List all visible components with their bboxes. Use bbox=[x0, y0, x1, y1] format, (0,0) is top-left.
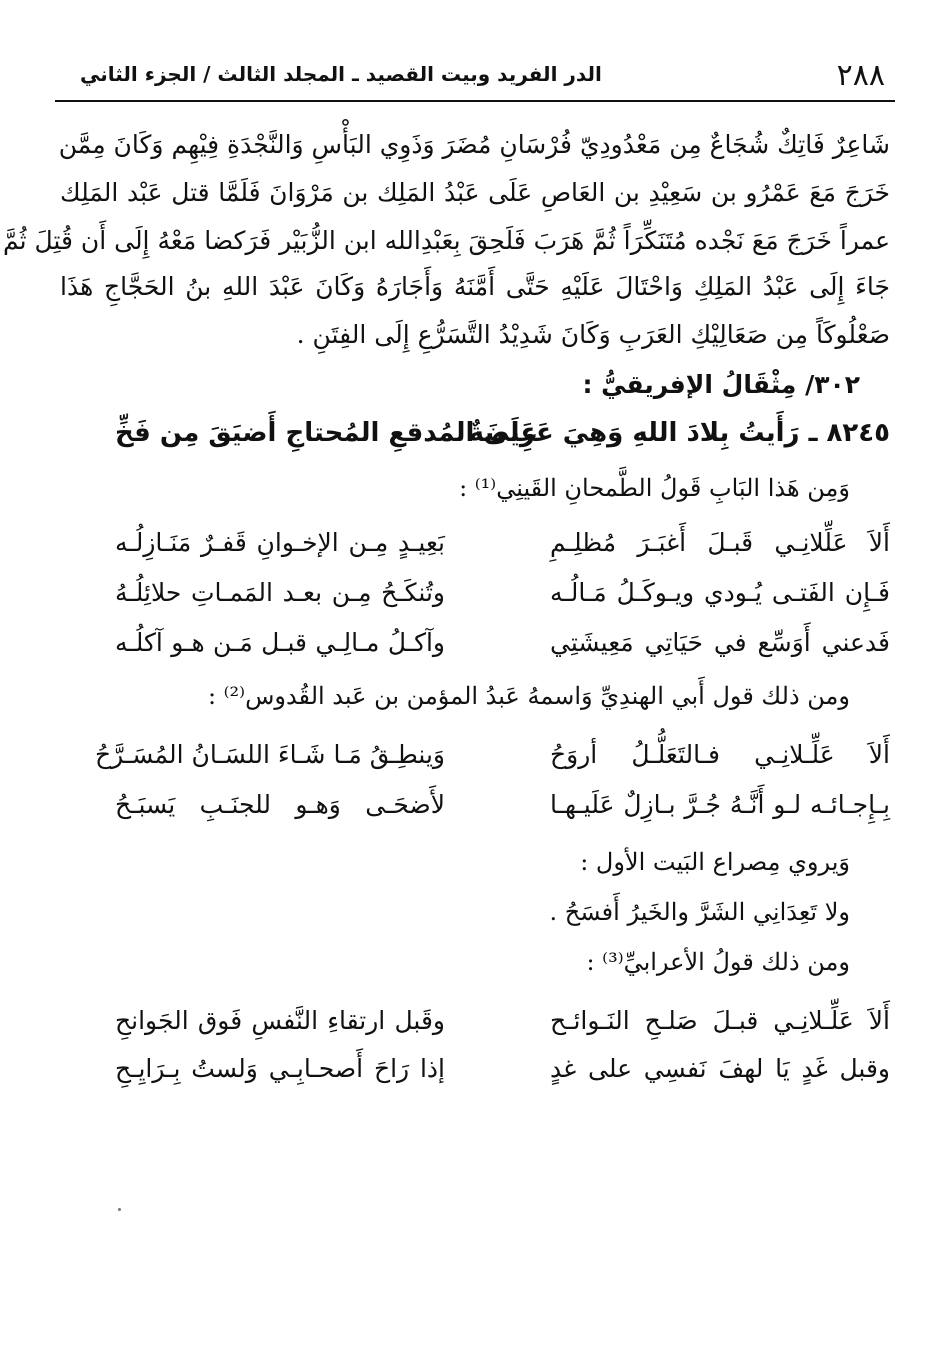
second-hemistich: بَعِيـدٍ مِـن الإخـوانِ قَفـرٌ مَنَـازِلُـه bbox=[115, 528, 445, 557]
first-hemistich: فَدعني أَوَسِّع في حَيَاتِي مَعِيشَتِي bbox=[550, 628, 890, 657]
header-rule bbox=[55, 100, 895, 102]
second-hemistich: وآكـلُ مـالِـي قبـل مَـن هـو آكلُـه bbox=[115, 628, 445, 657]
second-hemistich: لأَضحَـى وَهـو للجنَـبِ يَسبَـحُ bbox=[115, 790, 445, 819]
first-hemistich: بِـإِجـائـه لـو أَنَّـهُ جُـرَّ بـازِلٌ عَلَيـهـا bbox=[550, 790, 890, 819]
prose-line: عمراً خَرَجَ مَعَ نَجْده مُتَنَكِّرَاً ثُمَّ هَرَبَ فَلَحِقَ بِعَبْدِالله ابن الزُّبَيْر فَرَكضا مَعْهُ إِلَى أَن قُتِلَ ثُمَّ bbox=[2, 226, 890, 255]
scan-speck bbox=[118, 1208, 121, 1211]
variant-intro: وَيروي مِصراع البَيت الأول : bbox=[580, 848, 850, 876]
second-hemistich: وتُنكَـحُ مِـن بعـد المَمـاتِ حلائِلُـهُ bbox=[115, 578, 445, 607]
verse-line bbox=[70, 1054, 890, 1094]
page-header bbox=[55, 50, 895, 102]
verse-line bbox=[70, 1006, 890, 1046]
first-hemistich: أَلاَ عَلِّلانِـي قَبـلَ أَغبَـرَ مُظلِـمِ bbox=[550, 528, 890, 557]
section-heading: ٣٠٢/ مِثْقَالُ الإفريقيُّ : bbox=[582, 370, 860, 399]
first-hemistich: وقبل غَدٍ يَا لهفَ نَفسِي على غدٍ bbox=[550, 1054, 890, 1083]
intro-line: ومن ذلك قولُ الأعرابيِّ⁽³⁾ : bbox=[586, 948, 850, 976]
running-title: الدر الفريد وبيت القصيد ـ المجلد الثالث / الجزء الثاني bbox=[80, 62, 602, 86]
entry-hemistich: عَلَى المُدقعِ المُحتاجِ أَضيَقَ مِن فَخِّ bbox=[115, 418, 539, 448]
intro-line: وَمِن هَذا البَابِ قَولُ الطَّمحانِ القَينِي⁽¹⁾ : bbox=[459, 474, 850, 502]
verse-line bbox=[70, 740, 890, 780]
prose-line: صَعْلُوكَاً مِن صَعَالِيْكِ العَرَبِ وَكَانَ شَدِيْدُ التَّسَرُّعِ إِلَى الفِتَنِ . bbox=[296, 320, 890, 349]
variant-line: ولا تَعِدَانِي الشَرَّ والخَيرُ أَفسَحُ . bbox=[549, 898, 850, 926]
second-hemistich: وقَبل ارتقاءِ النَّفسِ فَوق الجَوانحِ bbox=[115, 1006, 445, 1035]
verse-line bbox=[70, 578, 890, 618]
prose-line: شَاعِرٌ فَاتِكٌ شُجَاعٌ مِن مَعْدُودِيّ فُرْسَانِ مُضَرَ وَذَوِي البَأْسِ وَالنَّجْدَةِ فِيْهِم وَكَانَ مِمَّن bbox=[58, 130, 890, 159]
second-hemistich: وَينطِـقُ مَـا شَـاءَ اللسَـانُ المُسَـرَّحُ bbox=[94, 740, 445, 769]
verse-line bbox=[70, 528, 890, 568]
second-hemistich: إذا رَاحَ أَصحـابِـي وَلستُ بِـرَايِـحِ bbox=[115, 1054, 445, 1083]
page-number: ٢٨٨ bbox=[836, 58, 885, 93]
first-hemistich: أَلاَ عَلِّـلانِـي قبـلَ صَلـحِ النَـوائـح bbox=[550, 1006, 890, 1035]
intro-line: ومن ذلك قول أَبي الهندِيِّ وَاسمهُ عَبدُ المؤمن بن عَبد القُدوس⁽²⁾ : bbox=[207, 682, 850, 710]
entry-number-hemistich: ٨٢٤٥ ـ رَأَيتُ بِلادَ اللهِ وَهِيَ عَرِيضَةٌ bbox=[468, 418, 890, 448]
prose-line: جَاءَ إِلَى عَبْدُ المَلِكِ وَاحْتَالَ عَلَيْهِ حَتَّى أَمَّنَهُ وَأَجَارَهُ وَكَانَ عَبْدَ اللهِ بنُ الحَجَّاجِ هَذَا bbox=[60, 272, 890, 301]
first-hemistich: فَـإِن الفَتـى يُـودي ويـوكَـلُ مَـالُـه bbox=[550, 578, 890, 607]
first-hemistich: أَلاَ عَلِّـلانِـي فـالتَعَلُّـلُ أروَحُ bbox=[550, 740, 890, 769]
prose-line: خَرَجَ مَعَ عَمْرُو بن سَعِيْدِ بن العَاصِ عَلَى عَبْدُ المَلِك بن مَرْوَانَ فَلَمَّا قتل عَبْد المَلِك bbox=[60, 178, 890, 207]
verse-line bbox=[70, 628, 890, 668]
verse-line bbox=[70, 790, 890, 830]
